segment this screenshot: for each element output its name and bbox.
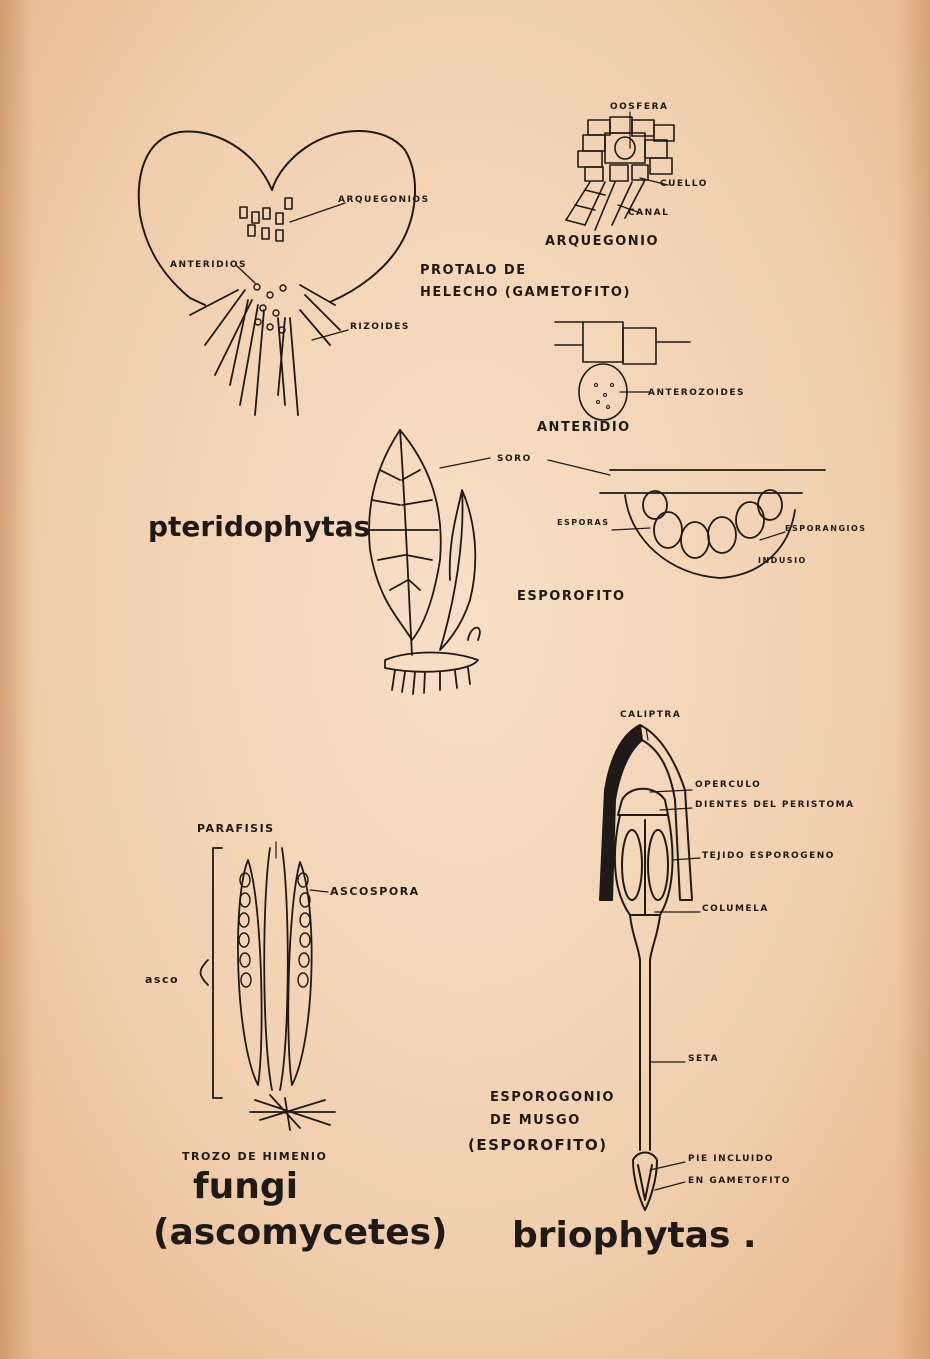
label-columela: COLUMELA [702,904,769,914]
antheridia-cluster [254,284,286,333]
label-asco: asco [145,973,180,986]
label-caliptra: CALIPTRA [620,710,682,720]
label-arquegonios: ARQUEGONIOS [338,195,430,205]
label-pie-incluido-line2: EN GAMETOFITO [688,1176,791,1186]
ascospores [239,873,310,987]
moss-title-line3: (ESPOROFITO) [468,1136,608,1154]
group-fungi: fungi [193,1166,299,1207]
archegonium-title: ARQUEGONIO [545,234,660,249]
rhizoids [190,285,340,415]
label-soro: SORO [497,454,532,464]
moss-title-line1: ESPOROGONIO [490,1090,615,1105]
group-pteridophytas: pteridophytas [148,510,371,543]
label-esporas: ESPORAS [557,518,610,527]
hymenium-title: TROZO DE HIMENIO [182,1150,328,1163]
label-canal: CANAL [628,208,670,218]
label-cuello: CUELLO [660,179,708,189]
label-ascospora: ASCOSPORA [330,885,420,898]
moss-title-line2: DE MUSGO [490,1113,581,1128]
fern-frond-drawing [369,430,480,694]
moss-sporogonium-drawing [600,725,692,1210]
prothallus-drawing [139,131,415,415]
prothallus-title-line1: PROTALO DE [420,263,527,278]
label-tejido-esporogeno: TEJIDO ESPOROGENO [702,851,835,861]
label-seta: SETA [688,1054,720,1064]
label-operculo: OPERCULO [695,780,762,790]
label-oosfera: OOSFERA [610,102,669,112]
label-anterozoides: ANTEROZOIDES [648,388,745,398]
prothallus-title-line2: HELECHO (GAMETOFITO) [420,285,631,300]
label-esporangios: ESPORANGIOS [785,524,867,533]
label-pie-incluido-line1: PIE INCLUIDO [688,1154,774,1164]
label-indusio: INDUSIO [758,556,807,565]
archegonia-cluster [240,198,292,241]
label-anteridios: ANTERIDIOS [170,260,248,270]
label-parafisis: PARAFISIS [197,822,275,835]
label-rizoides: RIZOIDES [350,322,410,332]
antheridium-drawing [555,322,690,420]
group-briophytas: briophytas . [512,1215,757,1256]
antherozoid-dots [595,384,614,409]
label-dientes-peristoma: DIENTES DEL PERISTOMA [695,800,855,810]
antheridium-title: ANTERIDIO [537,420,631,435]
group-ascomycetes: (ascomycetes) [153,1212,448,1253]
sporophyte-title: ESPOROFITO [517,589,626,604]
